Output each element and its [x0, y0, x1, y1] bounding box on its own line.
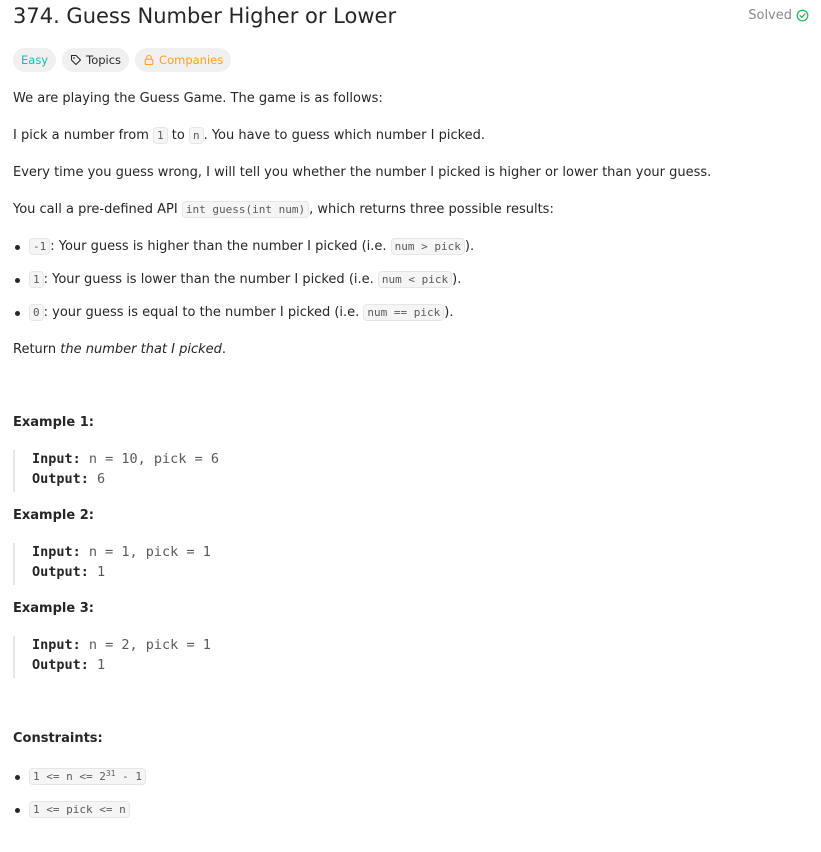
difficulty-label: Easy — [21, 53, 49, 67]
example-1-heading: Example 1: — [13, 415, 94, 430]
code-guess-api: int guess(int num) — [182, 201, 309, 218]
constraint-item: $1 <= n <= 2^{31} - 1$ — [29, 768, 146, 786]
page-title: 374. Guess Number Higher or Lower — [13, 4, 397, 28]
companies-label: Companies — [159, 53, 224, 67]
example-1-block: Input: n = 10, pick = 6 Output: 6 — [13, 450, 415, 492]
problem-description — [13, 0, 809, 816]
lock-icon — [143, 54, 155, 66]
description-return: Return the number that I picked. — [13, 342, 227, 357]
tag-icon — [70, 54, 82, 66]
description-api: You call a pre-defined API int guess(int num) , which returns three possible results: — [13, 202, 554, 217]
example-2-heading: Example 2: — [13, 508, 94, 523]
list-item: -1 : Your guess is higher than the number I picked (i.e. num > pick ). — [29, 238, 474, 256]
example-2-block: Input: n = 1, pick = 1 Output: 1 — [13, 543, 415, 585]
topics-label: Topics — [86, 53, 122, 67]
example-3-heading: Example 3: — [13, 601, 94, 616]
list-item: 0 : your guess is equal to the number I picked (i.e. num == pick ). — [29, 304, 454, 322]
list-item: 1 : Your guess is lower than the number I picked (i.e. num < pick ). — [29, 271, 461, 289]
code-one: 1 — [153, 127, 168, 144]
title-row — [13, 0, 809, 36]
companies-button[interactable] — [135, 48, 231, 72]
check-circle-icon — [796, 9, 809, 22]
example-3-block: Input: n = 2, pick = 1 Output: 1 — [13, 636, 415, 678]
topics-button[interactable] — [62, 48, 129, 72]
tag-row — [13, 48, 231, 72]
constraints-heading: Constraints: — [13, 731, 103, 746]
description-pick: I pick a number from 1 to n . You have to guess which number I picked. — [13, 128, 486, 143]
code-n: n — [189, 127, 204, 144]
solved-label: Solved — [748, 8, 792, 23]
description-intro: We are playing the Guess Game. The game is as follows: — [13, 91, 383, 106]
description-feedback: Every time you guess wrong, I will tell you whether the number I picked is higher or lower than your guess. — [13, 165, 712, 180]
difficulty-badge[interactable] — [13, 48, 56, 72]
constraint-item: 1 <= pick <= n — [29, 801, 130, 819]
solved-status — [748, 8, 809, 23]
